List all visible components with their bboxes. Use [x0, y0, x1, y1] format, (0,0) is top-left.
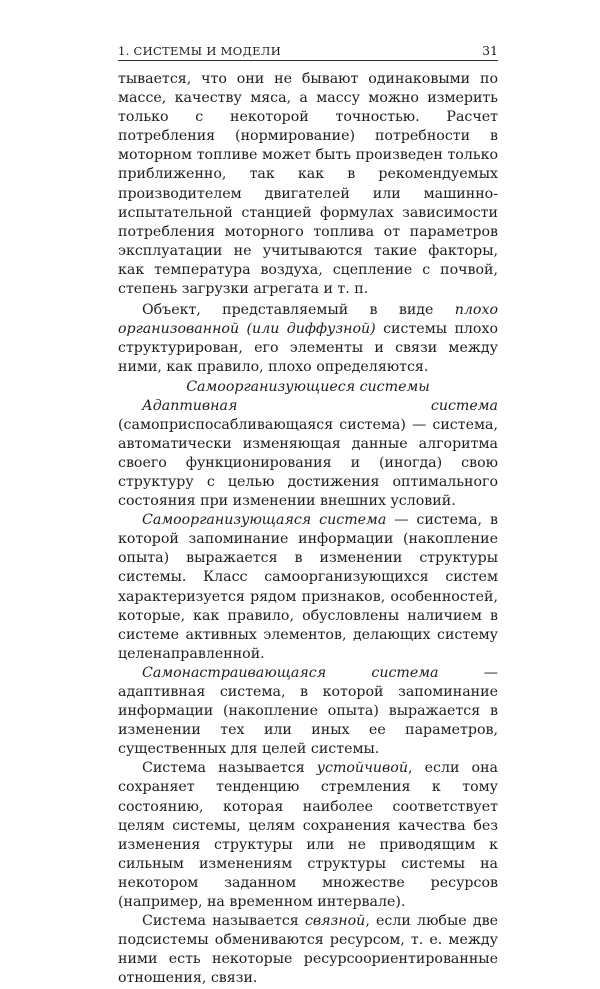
term-connected: связной — [304, 913, 366, 930]
term-stable: устойчивой — [316, 760, 408, 777]
paragraph-connected — [118, 912, 498, 988]
paragraph-1: тывается, что они не бывают одинаковыми по массе, качеству мяса, а массу можно измерить только с некоторой точностью. Расчет потребления (нормирование) потребности в моторном топливе может быть произведен только приближенно, так как в рекомендуемых производителем двигателей или машинно-испытательной станцией формулах зависимости потребления моторного топлива от параметров эксплуатации не учитываются такие факторы, как температура воздуха, сцепление с почвой, степень загрузки агрегата и т. п. — [118, 71, 498, 298]
term-adaptive-system: Адаптивная система — [142, 397, 498, 414]
paragraph-self-organizing — [118, 511, 498, 664]
term-poorly-organized: плохо организованной (или диффузной) — [118, 302, 498, 338]
paragraph-self-organizing-text: — система, в которой запоминание информации (накопление опыта) выражается в изменении структуры системы. Класс самоорганизующихся систем характеризуется рядом признаков, особенностей, которые, как правило, обусловлены наличием в системе активных элементов, делающих систему целенаправленной. — [118, 512, 498, 662]
paragraph-stable-text-b: , если она сохраняет тенденцию стремления к тому состоянию, которая наиболее соответствует целям системы, целям сохранения качества без изменения структуры или не приводящим к сильным изменениям структуры системы на некотором заданном множестве ресурсов (например, на временном интервале). — [118, 760, 498, 911]
page-body — [118, 70, 498, 989]
term-self-organizing-system: Самоорганизующаяся система — [142, 512, 387, 529]
paragraph-2 — [118, 301, 498, 377]
paragraph-2-text-b: системы плохо структурирован, его элементы и связи между ними, как правило, плохо определяются. — [118, 321, 499, 376]
subsection-heading: Самоорганизующиеся системы — [186, 378, 430, 395]
paragraph-2-text-a: Объект, представляемый в виде — [142, 302, 455, 319]
paragraph-stable-text-a: Система называется — [142, 760, 317, 777]
running-header — [118, 38, 498, 61]
paragraph-connected-text-b: , если любые две подсистемы обмениваются ресурсом, т. е. между ними есть некоторые ресурсоориентированные отношения, связи. — [118, 913, 498, 987]
term-self-tuning-system: Самонастраивающаяся система — [142, 664, 439, 681]
section-title: 1. СИСТЕМЫ И МОДЕЛИ — [118, 44, 282, 58]
paragraph-self-tuning — [118, 664, 498, 759]
page-number: 31 — [482, 43, 498, 58]
paragraph-self-tuning-text: — адаптивная система, в которой запоминание информации (накопление опыта) выражается в изменении тех или иных ее параметров, существенных для целей системы. — [118, 664, 498, 758]
paragraph-connected-text-a: Система называется — [142, 913, 305, 930]
paragraph-stable — [118, 759, 498, 912]
paragraph-adaptive-text: (самоприспосабливающаяся система) — система, автоматически изменяющая данные алгоритма своего функционирования и (иногда) свою структуру с целью достижения оптимального состояния при изменении внешних условий. — [118, 416, 498, 510]
paragraph-adaptive — [118, 397, 498, 512]
